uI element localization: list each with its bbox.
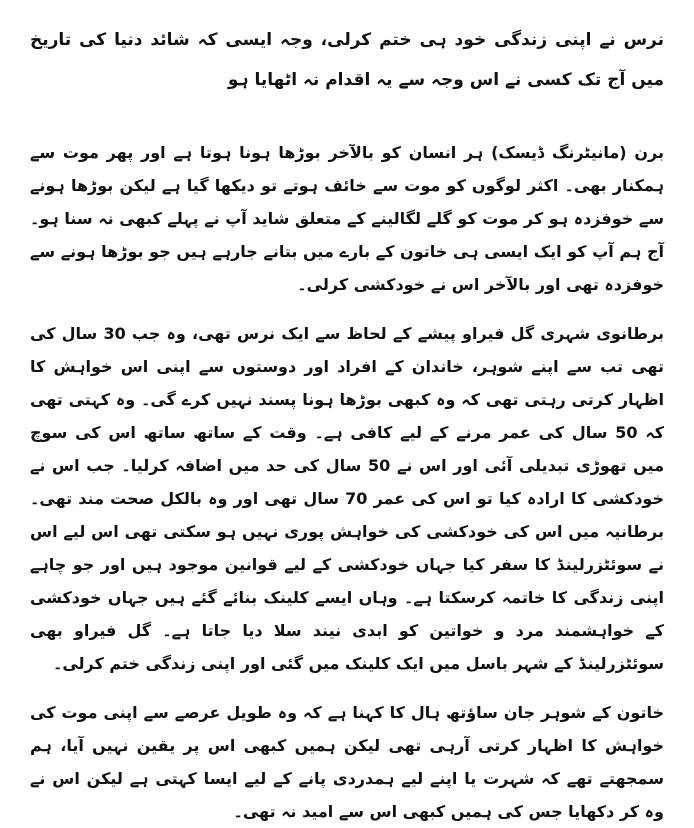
paragraph-story: برطانوی شہری گل فیراو پیشے کے لحاظ سے ایک نرس تھی، وہ جب 30 سال کی تھی تب سے اپنے شوہر، خاندان کے افراد اور دوستوں سے اپنی اس خواہش کا اظہار کرتی رہتی تھی کہ وہ کبھی بوڑھا ہونا پسند نہیں کرے گی۔ وہ کہتی تھی کہ 50 سال کی عمر مرنے کے لیے کافی ہے۔ وقت کے ساتھ ساتھ اس کی سوچ میں تھوڑی تبدیلی آئی اور اس نے 50 سال کی حد میں اضافہ کرلیا۔ جب اس نے خودکشی کا ارادہ کیا تو اس کی عمر 70 سال تھی اور وہ بالکل صحت مند تھی۔ برطانیہ میں اس کی خودکشی کی خواہش پوری نہیں ہو سکتی تھی اس لیے اس نے سوئٹزرلینڈ کا سفر کیا جہاں خودکشی کے لیے قوانین موجود ہیں اور جو چاہے اپنی زندگی کا خاتمہ کرسکتا ہے۔ وہاں ایسے کلینک بنائے گئے ہیں جہاں خودکشی کے خواہشمند مرد و خواتین کو ابدی نیند سلا دیا جاتا ہے۔ گل فیراو بھی سوئٹزرلینڈ کے شہر باسل میں ایک کلینک میں گئی اور اپنی زندگی ختم کرلی۔	[30, 324, 665, 673]
article-headline: نرس نے اپنی زندگی خود ہی ختم کرلی، وجہ ایسی کہ شائد دنیا کی تاریخ میں آج تک کسی نے اس وجہ سے یہ اقدام نہ اٹھایا ہو	[30, 30, 664, 90]
paragraph-husband-quote: خاتون کے شوہر جان ساؤتھ ہال کا کہنا ہے کہ وہ طویل عرصے سے اپنی موت کی خواہش کا اظہار کرتی آرہی تھی لیکن ہمیں کبھی اس پر یقین نہیں آیا، ہم سمجھتے تھے کہ شہرت یا اپنے لیے ہمدردی پانے کے لیے ایسا کہتی ہے لیکن اس نے وہ کر دکھایا جس کی ہمیں کبھی اس سے امید نہ تھی۔	[30, 703, 664, 821]
paragraph-intro: برن (مانیٹرنگ ڈیسک) ہر انسان کو بالآخر بوڑھا ہونا ہوتا ہے اور پھر موت سے ہمکنار بھی۔ اکثر لوگوں کو موت سے خائف ہوتے تو دیکھا گیا ہے لیکن بوڑھا ہونے سے خوفزدہ ہو کر موت کو گلے لگالینے کے متعلق شاید آپ نے پہلے کبھی نہ سنا ہو۔ آج ہم آپ کو ایک ایسی ہی خاتون کے بارے میں بتانے جارہے ہیں جو بوڑھا ہونے سے خوفزدہ تھی اور بالآخر اس نے خودکشی کرلی۔	[30, 143, 664, 294]
